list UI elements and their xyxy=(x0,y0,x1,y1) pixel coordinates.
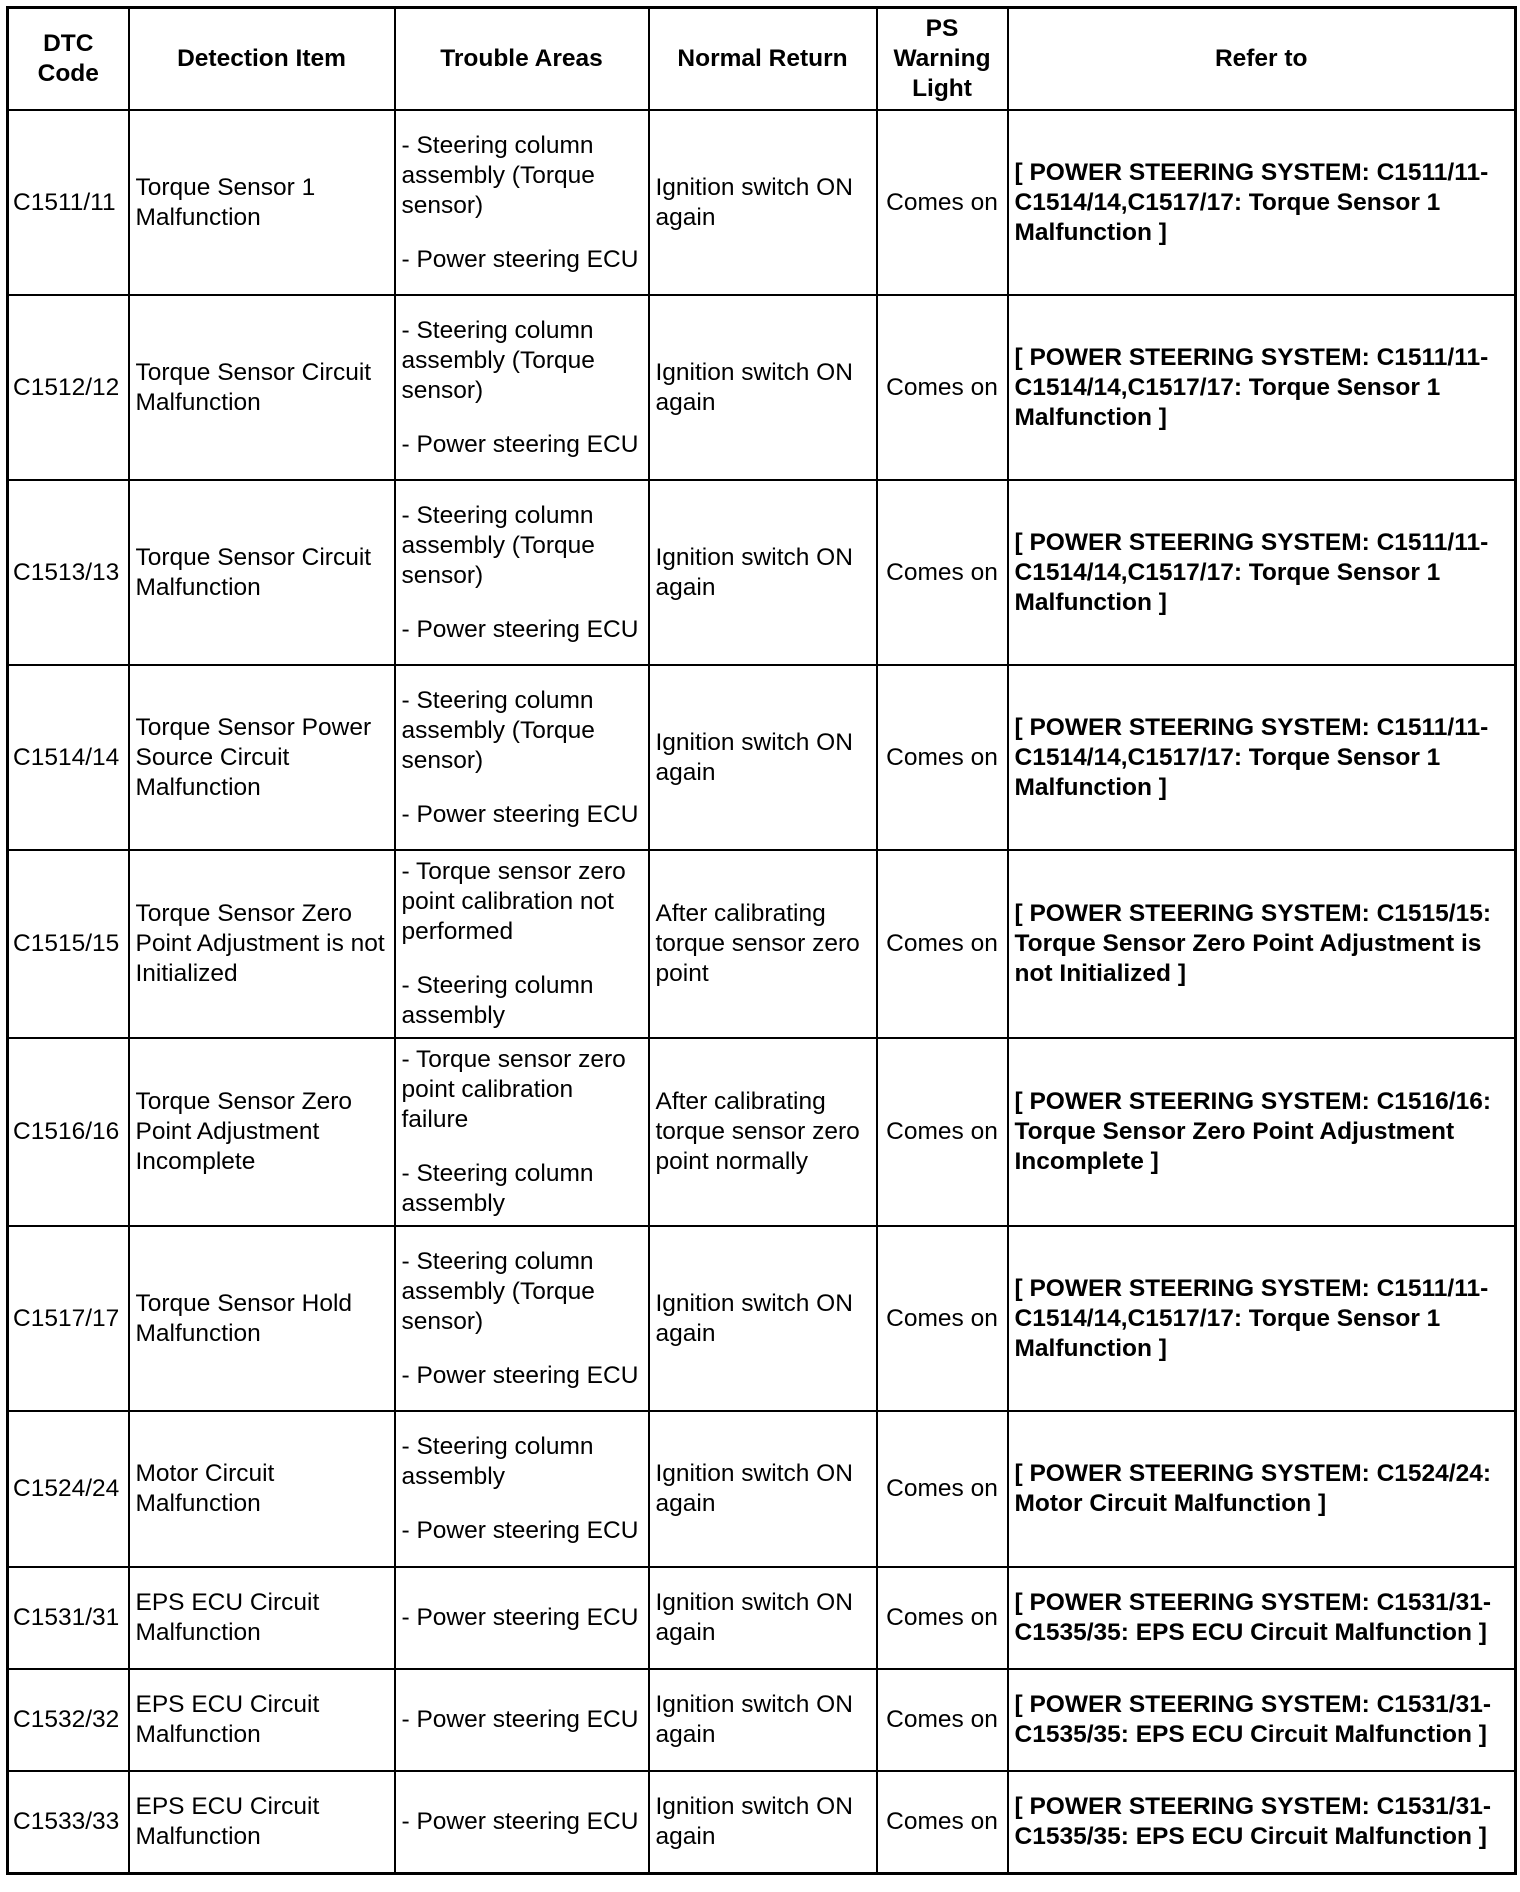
dtc-code-cell: C1524/24 xyxy=(8,1411,129,1567)
trouble-area-line: - Power steering ECU xyxy=(401,1706,639,1733)
detection-item-cell: Torque Sensor Circuit Malfunction xyxy=(129,480,395,665)
trouble-areas-cell xyxy=(395,1038,649,1226)
trouble-area-line: - Power steering ECU xyxy=(401,1517,639,1544)
warning-light-cell: Comes on xyxy=(877,850,1008,1038)
detection-item-cell: EPS ECU Circuit Malfunction xyxy=(129,1771,395,1873)
refer-to-cell: [ POWER STEERING SYSTEM: C1516/16: Torque Sensor Zero Point Adjustment Incomplete ] xyxy=(1008,1038,1516,1226)
trouble-areas-cell xyxy=(395,850,649,1038)
warning-light-cell: Comes on xyxy=(877,110,1008,295)
warning-light-cell: Comes on xyxy=(877,295,1008,480)
refer-to-cell: [ POWER STEERING SYSTEM: C1531/31-C1535/35: EPS ECU Circuit Malfunction ] xyxy=(1008,1669,1516,1771)
dtc-code-cell: C1532/32 xyxy=(8,1669,129,1771)
table-row xyxy=(8,1226,1516,1411)
table-row xyxy=(8,480,1516,665)
detection-item-cell: Torque Sensor 1 Malfunction xyxy=(129,110,395,295)
header-normal-return: Normal Return xyxy=(649,8,877,111)
trouble-area-line: - Power steering ECU xyxy=(401,615,639,643)
detection-item-cell: Torque Sensor Power Source Circuit Malfunction xyxy=(129,665,395,850)
warning-light-cell: Comes on xyxy=(877,1038,1008,1226)
refer-to-cell: [ POWER STEERING SYSTEM: C1524/24: Motor Circuit Malfunction ] xyxy=(1008,1411,1516,1567)
table-header-row xyxy=(8,8,1516,111)
header-refer-to: Refer to xyxy=(1008,8,1516,111)
trouble-areas-cell xyxy=(395,110,649,295)
warning-light-cell: Comes on xyxy=(877,665,1008,850)
refer-to-cell: [ POWER STEERING SYSTEM: C1531/31-C1535/35: EPS ECU Circuit Malfunction ] xyxy=(1008,1771,1516,1873)
normal-return-cell: Ignition switch ON again xyxy=(649,1669,877,1771)
table-row xyxy=(8,1567,1516,1669)
normal-return-cell: Ignition switch ON again xyxy=(649,110,877,295)
dtc-code-cell: C1533/33 xyxy=(8,1771,129,1873)
normal-return-cell: Ignition switch ON again xyxy=(649,1226,877,1411)
header-detection-item: Detection Item xyxy=(129,8,395,111)
normal-return-cell: Ignition switch ON again xyxy=(649,1771,877,1873)
trouble-area-line: - Steering column assembly (Torque sensor) xyxy=(401,501,595,589)
trouble-area-line: - Power steering ECU xyxy=(401,1361,639,1389)
warning-light-cell: Comes on xyxy=(877,1226,1008,1411)
trouble-areas-cell xyxy=(395,480,649,665)
refer-to-cell: [ POWER STEERING SYSTEM: C1511/11-C1514/14,C1517/17: Torque Sensor 1 Malfunction ] xyxy=(1008,110,1516,295)
trouble-area-line: - Steering column assembly (Torque sensor) xyxy=(401,316,595,404)
detection-item-cell: Torque Sensor Circuit Malfunction xyxy=(129,295,395,480)
trouble-areas-cell xyxy=(395,1669,649,1771)
dtc-code-cell: C1517/17 xyxy=(8,1226,129,1411)
warning-light-cell: Comes on xyxy=(877,1771,1008,1873)
trouble-area-line: - Power steering ECU xyxy=(401,800,639,828)
table-row xyxy=(8,1038,1516,1226)
trouble-area-line: - Power steering ECU xyxy=(401,245,639,273)
trouble-area-line: - Steering column assembly (Torque sensor) xyxy=(401,131,595,219)
table-row xyxy=(8,110,1516,295)
trouble-areas-cell xyxy=(395,1411,649,1567)
table-row xyxy=(8,1411,1516,1567)
detection-item-cell: Torque Sensor Hold Malfunction xyxy=(129,1226,395,1411)
dtc-code-cell: C1512/12 xyxy=(8,295,129,480)
normal-return-cell: Ignition switch ON again xyxy=(649,665,877,850)
trouble-areas-cell xyxy=(395,665,649,850)
warning-light-cell: Comes on xyxy=(877,1411,1008,1567)
dtc-table xyxy=(6,6,1517,1875)
refer-to-cell: [ POWER STEERING SYSTEM: C1511/11-C1514/14,C1517/17: Torque Sensor 1 Malfunction ] xyxy=(1008,665,1516,850)
warning-light-cell: Comes on xyxy=(877,1567,1008,1669)
detection-item-cell: EPS ECU Circuit Malfunction xyxy=(129,1567,395,1669)
trouble-area-line: - Steering column assembly xyxy=(401,972,594,1029)
trouble-area-line: - Steering column assembly xyxy=(401,1433,594,1490)
trouble-area-line: - Torque sensor zero point calibration not performed xyxy=(401,858,626,945)
refer-to-cell: [ POWER STEERING SYSTEM: C1511/11-C1514/14,C1517/17: Torque Sensor 1 Malfunction ] xyxy=(1008,295,1516,480)
trouble-areas-cell xyxy=(395,295,649,480)
normal-return-cell: After calibrating torque sensor zero point xyxy=(649,850,877,1038)
trouble-areas-cell xyxy=(395,1226,649,1411)
dtc-code-cell: C1516/16 xyxy=(8,1038,129,1226)
normal-return-cell: Ignition switch ON again xyxy=(649,295,877,480)
detection-item-cell: Torque Sensor Zero Point Adjustment Incomplete xyxy=(129,1038,395,1226)
dtc-code-cell: C1515/15 xyxy=(8,850,129,1038)
detection-item-cell: EPS ECU Circuit Malfunction xyxy=(129,1669,395,1771)
normal-return-cell: After calibrating torque sensor zero point normally xyxy=(649,1038,877,1226)
trouble-area-line: - Steering column assembly xyxy=(401,1160,594,1217)
table-row xyxy=(8,850,1516,1038)
trouble-area-line: - Power steering ECU xyxy=(401,1604,639,1631)
trouble-areas-cell xyxy=(395,1771,649,1873)
normal-return-cell: Ignition switch ON again xyxy=(649,480,877,665)
dtc-code-cell: C1514/14 xyxy=(8,665,129,850)
normal-return-cell: Ignition switch ON again xyxy=(649,1567,877,1669)
dtc-code-cell: C1531/31 xyxy=(8,1567,129,1669)
table-row xyxy=(8,1669,1516,1771)
warning-light-cell: Comes on xyxy=(877,1669,1008,1771)
trouble-area-line: - Torque sensor zero point calibration failure xyxy=(401,1046,626,1133)
table-row xyxy=(8,295,1516,480)
normal-return-cell: Ignition switch ON again xyxy=(649,1411,877,1567)
dtc-code-cell: C1511/11 xyxy=(8,110,129,295)
warning-light-cell: Comes on xyxy=(877,480,1008,665)
header-trouble-areas: Trouble Areas xyxy=(395,8,649,111)
dtc-code-cell: C1513/13 xyxy=(8,480,129,665)
refer-to-cell: [ POWER STEERING SYSTEM: C1531/31-C1535/35: EPS ECU Circuit Malfunction ] xyxy=(1008,1567,1516,1669)
trouble-area-line: - Steering column assembly (Torque sensor) xyxy=(401,1247,595,1335)
table-row xyxy=(8,1771,1516,1873)
trouble-area-line: - Steering column assembly (Torque sensor) xyxy=(401,686,595,774)
trouble-area-line: - Power steering ECU xyxy=(401,1807,639,1835)
refer-to-cell: [ POWER STEERING SYSTEM: C1511/11-C1514/14,C1517/17: Torque Sensor 1 Malfunction ] xyxy=(1008,480,1516,665)
trouble-areas-cell xyxy=(395,1567,649,1669)
refer-to-cell: [ POWER STEERING SYSTEM: C1515/15: Torque Sensor Zero Point Adjustment is not Initialized ] xyxy=(1008,850,1516,1038)
refer-to-cell: [ POWER STEERING SYSTEM: C1511/11-C1514/14,C1517/17: Torque Sensor 1 Malfunction ] xyxy=(1008,1226,1516,1411)
table-row xyxy=(8,665,1516,850)
detection-item-cell: Torque Sensor Zero Point Adjustment is not Initialized xyxy=(129,850,395,1038)
detection-item-cell: Motor Circuit Malfunction xyxy=(129,1411,395,1567)
header-ps-warning-light: PS Warning Light xyxy=(877,8,1008,111)
trouble-area-line: - Power steering ECU xyxy=(401,430,639,458)
header-dtc-code: DTC Code xyxy=(8,8,129,111)
